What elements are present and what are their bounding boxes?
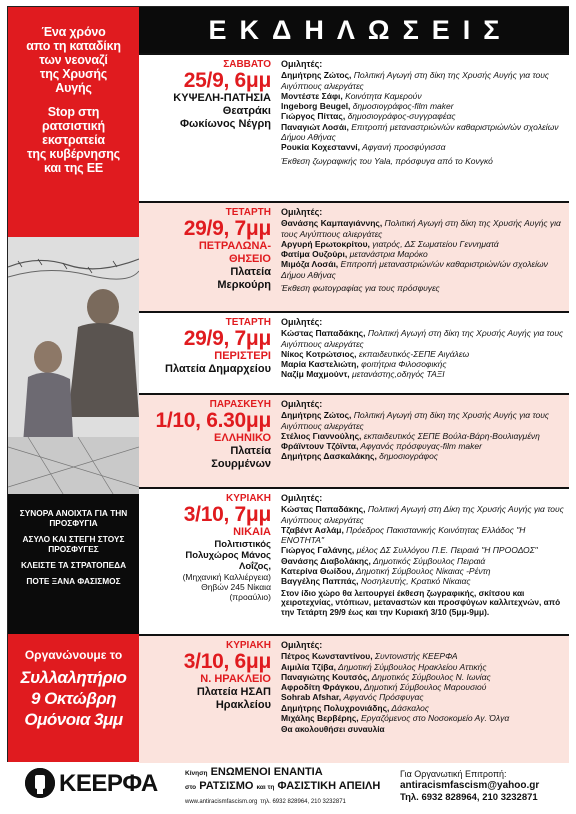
- org-phone: Τηλ. 6932 828964, 210 3232871: [400, 792, 538, 803]
- speaker-name: Ingeborg Beugel,: [281, 101, 351, 112]
- speaker: [281, 504, 567, 525]
- event-block: [139, 487, 569, 634]
- event-address: (προαύλιο): [229, 592, 271, 602]
- speaker: [281, 672, 567, 682]
- speaker: [281, 441, 567, 451]
- intro-line: Stop στη: [47, 105, 100, 119]
- event-block: [139, 311, 569, 393]
- event-day: ΚΥΡΙΑΚΗ: [225, 493, 271, 504]
- speaker-name: Αιμιλία Τζίβα,: [281, 661, 336, 672]
- speaker-role: δημοσιογράφος-συγγραφέας: [345, 111, 456, 122]
- event-venue: ΚΥΨΕΛΗ-ΠΑΤΗΣΙΑ: [173, 92, 271, 104]
- speaker-name: Γιώργος Πίττας,: [281, 111, 346, 122]
- speaker-role: Πολιτική Αγωγή στη δίκη της Χρυσής Αυγής για τους Αιγύπτιους αλιεργάτες: [281, 218, 561, 239]
- event-area: Ν. ΗΡΑΚΛΕΙΟ: [200, 673, 271, 685]
- movement-tel: τηλ. 6932 828964, 210 3232871: [260, 799, 346, 805]
- speaker-name: Παναγιώτ Λοσάι,: [281, 121, 349, 132]
- speaker-role: Πολιτική Αγωγή στη δίκη της Χρυσής Αυγής για τους Αιγύπτιους αλιεργάτες: [281, 410, 550, 431]
- intro-line: Ένα χρόνο: [41, 25, 106, 39]
- speaker: [281, 91, 567, 101]
- event-date: 29/9, 7μμ: [183, 217, 271, 240]
- speaker-role: μετανάστρια Μαρόκο: [347, 249, 428, 260]
- refugee-photo-illustration: [8, 237, 139, 502]
- intro-line: της κυβέρνησης: [27, 147, 120, 161]
- speaker: [281, 111, 567, 121]
- intro-line: εκστρατεία: [42, 133, 105, 147]
- speaker: [281, 369, 567, 379]
- event-venue: Λοΐζος,: [238, 561, 271, 572]
- speaker: [281, 410, 567, 431]
- event-block: [139, 634, 569, 763]
- speaker: [281, 576, 567, 586]
- speaker-name: Sohrab Afshar,: [281, 692, 342, 703]
- speaker-role: εκπαιδευτικός-ΣΕΠΕ Αιγάλεω: [356, 348, 470, 359]
- event-speakers: [281, 55, 567, 166]
- speaker: [281, 259, 567, 280]
- speaker: [281, 545, 567, 555]
- speaker-role: Επιτροπή μεταναστριών/ών καθαριστριών/ών σχολείων Δήμου Αθήνας: [281, 121, 559, 143]
- speaker-name: Θανάσης Καμπαγιάννης,: [281, 218, 383, 229]
- left-column: [8, 7, 139, 763]
- speaker: [281, 431, 567, 441]
- speaker-role: Πολιτική Αγωγή στη δίκη της Χρυσής Αυγής για τους Αιγύπτιους αλιεργάτες: [281, 328, 564, 349]
- speaker: [281, 566, 567, 576]
- speaker-role: μετανάστης,οδηγός ΤΑΞΙ: [349, 369, 445, 380]
- event-area: ΘΗΣΕΙΟ: [228, 253, 271, 265]
- refugee-photo: [8, 237, 139, 502]
- fist-logo-icon: [25, 768, 55, 798]
- event-when-where: [139, 313, 277, 376]
- speakers-label: Ομιλητές:: [281, 640, 323, 650]
- event-when-where: [139, 636, 277, 712]
- speaker: [281, 703, 567, 713]
- speaker-role: Πολιτική Αγωγή στη Δίκη της Χρυσής Αυγής για τους Αιγύπτιους αλιεργάτες: [281, 504, 564, 525]
- speaker-role: Πολιτική Αγωγή στη δίκη της Χρυσής Αυγής για τους Αιγύπτιους αλιεργάτες: [281, 70, 550, 91]
- slogans-box: [8, 494, 139, 634]
- speaker-name: Στέλιος Γιαννούλης,: [281, 430, 362, 441]
- speaker-name: Κώστας Παπαδάκης,: [281, 328, 366, 339]
- slogan: ΣΥΝΟΡΑ ΑΝΟΙΧΤΑ ΓΙΑ ΤΗΝ ΠΡΟΣΦΥΓΙΑ: [19, 508, 128, 528]
- speaker-name: Πέτρος Κωνσταντίνου,: [281, 651, 373, 662]
- speaker-name: Κατερίνα Θωίδου,: [281, 566, 354, 577]
- speaker: [281, 525, 567, 546]
- speaker: [281, 70, 567, 91]
- speaker-role: Αφγανός Πρόσφυγας: [341, 692, 424, 703]
- speaker-role: δημοσιογράφος-film maker: [350, 101, 454, 112]
- speakers-label: Ομιλητές:: [281, 399, 323, 409]
- speaker-role: Δάσκαλος: [389, 702, 430, 713]
- speaker-name: Κώστας Παπαδάκης,: [281, 504, 366, 515]
- event-when-where: [139, 395, 277, 471]
- event-day: ΚΥΡΙΑΚΗ: [225, 640, 271, 651]
- speaker-name: Μιμόζα Λοσάι,: [281, 259, 339, 270]
- event-note: Στον ίδιο χώρο θα λειτουργεί έκθεση ζωγραφικής, σκίτσου και χειροτεχνίας, ντόπιων, μεταναστών και προσφύγων καλλιτεχνών, από την Τετάρτη 29/9 έως και την Κυριακή 3/10 (5μμ-9μμ).: [281, 587, 561, 617]
- event-day: ΤΕΤΑΡΤΗ: [225, 207, 271, 218]
- speaker-role: Νοσηλευτής, Κρατικό Νίκαιας: [358, 576, 471, 587]
- intro-box: [8, 7, 139, 237]
- movement-kai: και τη: [256, 784, 275, 791]
- movement-sto: στο: [185, 784, 197, 791]
- event-when-where: [139, 203, 277, 292]
- speaker-role: Αφγανός πρόσφυγας-film maker: [358, 441, 482, 452]
- speakers-label: Ομιλητές:: [281, 317, 323, 327]
- intro-line: Αυγής: [55, 81, 92, 95]
- speaker: [281, 556, 567, 566]
- speaker-role: Συντονιστής ΚΕΕΡΦΑ: [372, 651, 458, 662]
- event-address: Θηβών 245 Νίκαια: [201, 582, 271, 592]
- movement-url[interactable]: www.antiracismfascism.org: [185, 799, 258, 805]
- rally-place: Ομόνοια 3μμ: [24, 710, 123, 729]
- event-when-where: [139, 55, 277, 131]
- speaker-name: Τζαβέντ Ασλάμ,: [281, 524, 344, 535]
- org-email-link[interactable]: antiracismfascism@yahoo.gr: [400, 780, 540, 791]
- speaker: [281, 122, 567, 143]
- speaker: [281, 349, 567, 359]
- speaker: [281, 713, 567, 723]
- slogan: ΑΣΥΛΟ ΚΑΙ ΣΤΕΓΗ ΣΤΟΥΣ ΠΡΟΣΦΥΓΕΣ: [22, 534, 125, 554]
- footer: [7, 762, 569, 808]
- intro-line: της Χρυσής: [39, 67, 108, 81]
- speaker-name: Βαγγέλης Παππάς,: [281, 576, 359, 587]
- right-column: [139, 7, 569, 763]
- event-venue: Πλατεία: [230, 445, 271, 457]
- speaker-name: Παναγιώτης Κουτσός,: [281, 671, 370, 682]
- event-note: Έκθεση ζωγραφικής του Yala, πρόσφυγα από το Κονγκό: [281, 155, 493, 166]
- speaker-name: Δημήτρης Πολυχρονιάδης,: [281, 702, 390, 713]
- speaker-name: Ρουκία Κοχεσταννί,: [281, 142, 361, 153]
- speaker-role: Δημοτική Σύμβουλος Ηρακλείου Αττικής: [335, 661, 487, 672]
- event-venue: Πλατεία: [230, 266, 271, 278]
- speaker-role: Πρόεδρος Πακιστανικής Κοινότητας Ελλάδος "Η ΕΝΟΤΗΤΑ": [281, 524, 526, 546]
- event-venue: Πλατεία ΗΣΑΠ: [196, 686, 271, 698]
- event-venue: Μερκούρη: [217, 279, 271, 291]
- rally-title: Συλλαλητήριο: [20, 668, 127, 687]
- speakers-label: Ομιλητές:: [281, 493, 323, 503]
- speaker-name: Μαρία Καστελιώτη,: [281, 359, 359, 370]
- speaker-role: δημοσιογράφος: [376, 451, 438, 462]
- speakers-label: Ομιλητές:: [281, 59, 323, 69]
- movement-line1: ΕΝΩΜΕΝΟΙ ΕΝΑΝΤΙΑ: [210, 766, 323, 778]
- intro-line: των νεοναζί: [39, 53, 108, 67]
- event-block: [139, 201, 569, 311]
- speaker-name: Αφροδίτη Φράγκου,: [281, 682, 362, 693]
- event-note: Έκθεση φωτογραφίας για τους πρόσφυγες: [281, 283, 440, 294]
- event-area: ΕΛΛΗΝΙΚΟ: [214, 432, 271, 444]
- speaker-role: Δημοτικός Σύμβουλος Ν. Ιωνίας: [369, 671, 491, 682]
- event-speakers: [281, 489, 567, 617]
- org-label: Για Οργανωτική Επιτροπή:: [400, 769, 507, 779]
- event-venue: Ηρακλείου: [215, 699, 271, 711]
- speaker: [281, 662, 567, 672]
- intro-line: απο τη καταδίκη: [26, 39, 121, 53]
- intro-line: ρατσιστική: [42, 119, 105, 133]
- poster: [7, 6, 569, 762]
- event-venue: Πολυχώρος Μάνος: [185, 550, 271, 561]
- event-speakers: [281, 395, 567, 462]
- speaker-role: Επιτροπή μεταναστριών/ών καθαριστριών/ών σχολείων Δήμου Αθήνας: [281, 259, 548, 280]
- slogan: ΚΛΕΙΣΤΕ ΤΑ ΣΤΡΑΤΟΠΕΔΑ: [20, 560, 127, 570]
- event-venue: Θεατράκι: [222, 105, 271, 117]
- speaker-role: γιατρός, ΔΣ Σωματείου Γεννηματά: [369, 238, 499, 249]
- event-speakers: [281, 636, 567, 735]
- speaker: [281, 249, 567, 259]
- speaker: [281, 328, 567, 349]
- intro-line: και της ΕΕ: [43, 161, 104, 175]
- event-speakers: [281, 313, 567, 380]
- event-date: 29/9, 7μμ: [183, 327, 271, 350]
- event-area: ΠΕΤΡΑΛΩΝΑ-: [198, 240, 271, 252]
- speaker-name: Θανάσης Διαβολάκης,: [281, 555, 371, 566]
- speaker-role: Εργαζόμενος στο Νοσοκομείο Αγ. Όλγα: [358, 713, 510, 724]
- speaker-name: Φράϊντουν Τζόϊντα,: [281, 441, 359, 452]
- speaker-name: Αργυρή Ερωτοκρίτου,: [281, 238, 370, 249]
- speaker: [281, 359, 567, 369]
- speaker-name: Νίκος Κοτρώτσιος,: [281, 348, 357, 359]
- speaker-role: Δημοτική Σύμβουλος Μαρουσιού: [361, 682, 487, 693]
- speaker: [281, 651, 567, 661]
- event-date: 1/10, 6.30μμ: [155, 409, 271, 432]
- events-header: ΕΚΔΗΛΩΣΕΙΣ: [139, 7, 569, 53]
- event-day: ΤΕΤΑΡΤΗ: [225, 317, 271, 328]
- speaker-name: Ναζίμ Μαχμούντ,: [281, 369, 350, 380]
- event-venue: Πολιτιστικός: [214, 539, 271, 550]
- speaker: [281, 101, 567, 111]
- speaker: [281, 239, 567, 249]
- speaker-name: Μοντέστε Σάφι,: [281, 90, 343, 101]
- event-date: 3/10, 6μμ: [183, 650, 271, 673]
- event-speakers: [281, 203, 567, 293]
- speaker: [281, 142, 567, 152]
- speaker: [281, 692, 567, 702]
- speakers-label: Ομιλητές:: [281, 207, 323, 217]
- speaker-name: Δημήτρης Ζώτος,: [281, 70, 352, 81]
- speaker: [281, 451, 567, 461]
- movement-block: [185, 766, 385, 808]
- movement-kinisi: Κίνηση: [185, 770, 208, 777]
- speaker-role: Αφγανή προσφύγισσα: [360, 142, 446, 153]
- speaker-name: Γιώργος Γαλάνης,: [281, 545, 355, 556]
- speaker: [281, 218, 567, 239]
- slogan: ΠΟΤΕ ΞΑΝΑ ΦΑΣΙΣΜΟΣ: [26, 576, 121, 586]
- event-venue: Φωκίωνος Νέγρη: [180, 118, 271, 130]
- speaker: [281, 682, 567, 692]
- speaker-name: Μιχάλης Βερβέρης,: [281, 713, 359, 724]
- movement-line2: ΡΑΤΣΙΣΜΟ: [199, 780, 254, 792]
- event-venue: Πλατεία Δημαρχείου: [165, 363, 271, 375]
- speaker-role: μέλος ΔΣ Συλλόγου Π.Ε. Πειραιά "Η ΠΡΟΟΔΟΣ": [354, 545, 538, 556]
- event-area: ΝΙΚΑΙΑ: [233, 526, 271, 538]
- rally-intro: Οργανώνουμε το: [24, 648, 123, 662]
- event-block: [139, 53, 569, 201]
- event-area: ΠΕΡΙΣΤΕΡΙ: [214, 350, 271, 362]
- speaker-name: Φατίμα Ουζούρι,: [281, 249, 348, 260]
- organizing-committee: [400, 768, 539, 804]
- speaker-role: εκπαιδευτικός ΣΕΠΕ Βούλα-Βάρη-Βουλιαγμένη: [361, 430, 540, 441]
- rally-date: 9 Οκτώβρη: [30, 689, 117, 708]
- speaker-role: φοιτήτρια Φιλοσοφικής: [358, 359, 447, 370]
- rally-box: [8, 634, 139, 762]
- speaker-name: Δημήτρης Δασκαλάκης,: [281, 451, 377, 462]
- event-block: [139, 393, 569, 487]
- event-when-where: [139, 489, 277, 602]
- event-venue: Σουρμένων: [211, 458, 271, 470]
- event-note: Θα ακολουθήσει συναυλία: [281, 724, 385, 735]
- speaker-name: Δημήτρης Ζώτος,: [281, 410, 352, 421]
- event-date: 25/9, 6μμ: [183, 69, 271, 92]
- keerfa-logo-text: ΚΕΕΡΦΑ: [59, 770, 158, 797]
- event-date: 3/10, 7μμ: [183, 503, 271, 526]
- speaker-role: Δημοτικός Σύμβουλος Πειραιά: [370, 555, 486, 566]
- movement-line3: ΦΑΣΙΣΤΙΚΗ ΑΠΕΙΛΗ: [277, 780, 381, 792]
- event-day: ΣΑΒΒΑΤΟ: [223, 59, 271, 70]
- speaker-role: Δημοτική Σύμβουλος Νίκαιας -Ρέντη: [353, 566, 491, 577]
- event-day: ΠΑΡΑΣΚΕΥΗ: [209, 399, 271, 410]
- event-address: (Μηχανική Καλλιέργεια): [182, 572, 271, 582]
- speaker-role: Κοινότητα Καμερούν: [342, 90, 422, 101]
